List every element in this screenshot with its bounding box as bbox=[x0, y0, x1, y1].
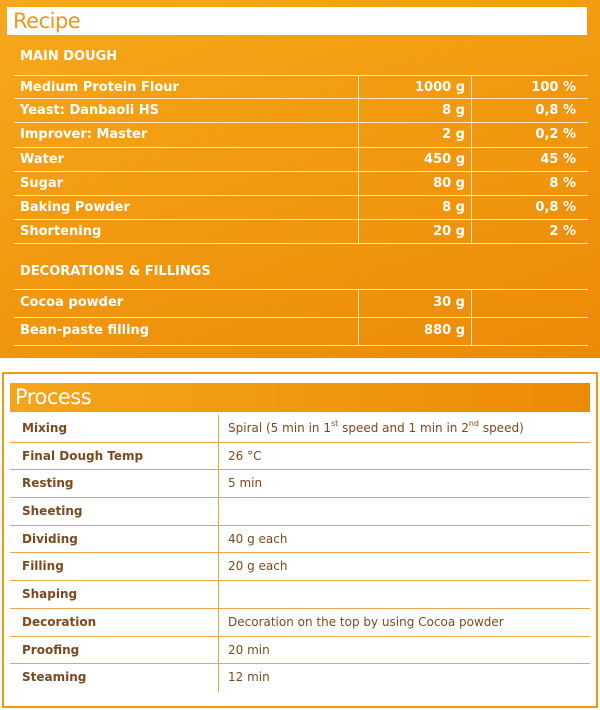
ingredient-name: Yeast: Danbaoli HS bbox=[20, 103, 159, 119]
table-row bbox=[10, 526, 590, 554]
ingredient-name: Cocoa powder bbox=[20, 295, 124, 310]
step-name: Final Dough Temp bbox=[22, 448, 144, 463]
table-row bbox=[10, 470, 590, 498]
step-value: 26 °C bbox=[228, 448, 262, 463]
process-title-bar bbox=[10, 383, 590, 412]
process-table bbox=[10, 415, 590, 692]
ingredient-quantity: 80 g bbox=[433, 175, 465, 191]
ingredient-quantity: 20 g bbox=[433, 224, 465, 240]
table-row bbox=[14, 75, 588, 99]
table-row bbox=[14, 123, 588, 147]
column-divider bbox=[218, 581, 219, 608]
ingredient-percentage bbox=[14, 318, 576, 346]
table-row bbox=[14, 99, 588, 123]
table-row bbox=[14, 289, 588, 318]
step-value: Decoration on the top by using Cocoa powder bbox=[228, 614, 504, 629]
step-value: 5 min bbox=[228, 476, 263, 491]
step-name: Proofing bbox=[22, 642, 80, 657]
table-row bbox=[14, 148, 588, 172]
table-row bbox=[10, 443, 590, 471]
ingredient-percentage bbox=[14, 290, 576, 317]
table-row bbox=[10, 415, 590, 443]
ingredient-percentage: 0,2 % bbox=[535, 127, 576, 143]
step-value-text: speed) bbox=[479, 421, 524, 435]
ingredient-quantity: 30 g bbox=[433, 295, 465, 310]
column-divider bbox=[218, 498, 219, 525]
ingredient-quantity: 2 g bbox=[442, 127, 465, 143]
step-value: 20 min bbox=[228, 642, 270, 657]
table-row bbox=[10, 664, 590, 692]
table-row bbox=[14, 196, 588, 220]
ingredient-name: Medium Protein Flour bbox=[20, 80, 179, 95]
table-row bbox=[10, 553, 590, 581]
table-row bbox=[14, 318, 588, 347]
column-divider bbox=[218, 664, 219, 692]
ingredient-percentage: 0,8 % bbox=[535, 199, 576, 215]
ingredient-percentage: 0,8 % bbox=[535, 103, 576, 119]
ingredient-percentage: 45 % bbox=[540, 151, 576, 167]
ingredient-percentage: 100 % bbox=[531, 80, 576, 95]
step-name: Shaping bbox=[22, 587, 78, 602]
main-dough-table bbox=[14, 75, 588, 244]
ingredient-quantity: 8 g bbox=[442, 199, 465, 215]
step-value-text: Spiral (5 min in 1 bbox=[228, 421, 331, 435]
process-panel bbox=[2, 372, 598, 708]
ordinal-suffix: st bbox=[330, 419, 339, 428]
ingredient-quantity: 880 g bbox=[424, 322, 465, 338]
column-divider bbox=[218, 470, 219, 497]
recipe-title: Recipe bbox=[13, 9, 81, 33]
step-name: Mixing bbox=[22, 421, 68, 435]
ingredient-name: Bean-paste filling bbox=[20, 322, 150, 338]
step-name: Decoration bbox=[22, 614, 97, 629]
ingredient-name: Improver: Master bbox=[20, 127, 148, 143]
step-value: 12 min bbox=[228, 670, 270, 685]
table-row bbox=[10, 498, 590, 526]
ingredient-quantity: 8 g bbox=[442, 103, 465, 119]
decorations-table bbox=[14, 289, 588, 346]
table-row bbox=[10, 609, 590, 637]
decorations-heading: DECORATIONS & FILLINGS bbox=[20, 264, 211, 279]
ordinal-suffix: nd bbox=[468, 419, 479, 428]
ingredient-percentage: 8 % bbox=[549, 175, 576, 191]
column-divider bbox=[218, 609, 219, 636]
step-value: 40 g each bbox=[228, 531, 288, 546]
column-divider bbox=[218, 553, 219, 580]
column-divider bbox=[218, 415, 219, 442]
table-row bbox=[10, 637, 590, 665]
step-name: Steaming bbox=[22, 670, 87, 685]
step-name: Dividing bbox=[22, 531, 78, 546]
ingredient-quantity: 450 g bbox=[424, 151, 465, 167]
step-name: Resting bbox=[22, 476, 74, 491]
ingredient-name: Water bbox=[20, 151, 65, 167]
table-row bbox=[14, 220, 588, 244]
process-title: Process bbox=[15, 385, 92, 409]
column-divider bbox=[218, 443, 219, 470]
step-value: 20 g each bbox=[228, 559, 288, 574]
column-divider bbox=[218, 526, 219, 553]
column-divider bbox=[218, 637, 219, 664]
ingredient-name: Sugar bbox=[20, 175, 64, 191]
table-row bbox=[10, 581, 590, 609]
recipe-title-bar bbox=[7, 7, 587, 35]
main-dough-heading: MAIN DOUGH bbox=[20, 49, 118, 64]
ingredient-quantity: 1000 g bbox=[414, 80, 465, 95]
step-value-text: speed and 1 min in 2 bbox=[338, 421, 469, 435]
ingredient-name: Shortening bbox=[20, 224, 102, 240]
step-name: Sheeting bbox=[22, 504, 83, 519]
ingredient-name: Baking Powder bbox=[20, 199, 130, 215]
step-name: Filling bbox=[22, 559, 64, 574]
table-row bbox=[14, 172, 588, 196]
step-value bbox=[228, 415, 524, 442]
ingredient-percentage: 2 % bbox=[549, 224, 576, 240]
